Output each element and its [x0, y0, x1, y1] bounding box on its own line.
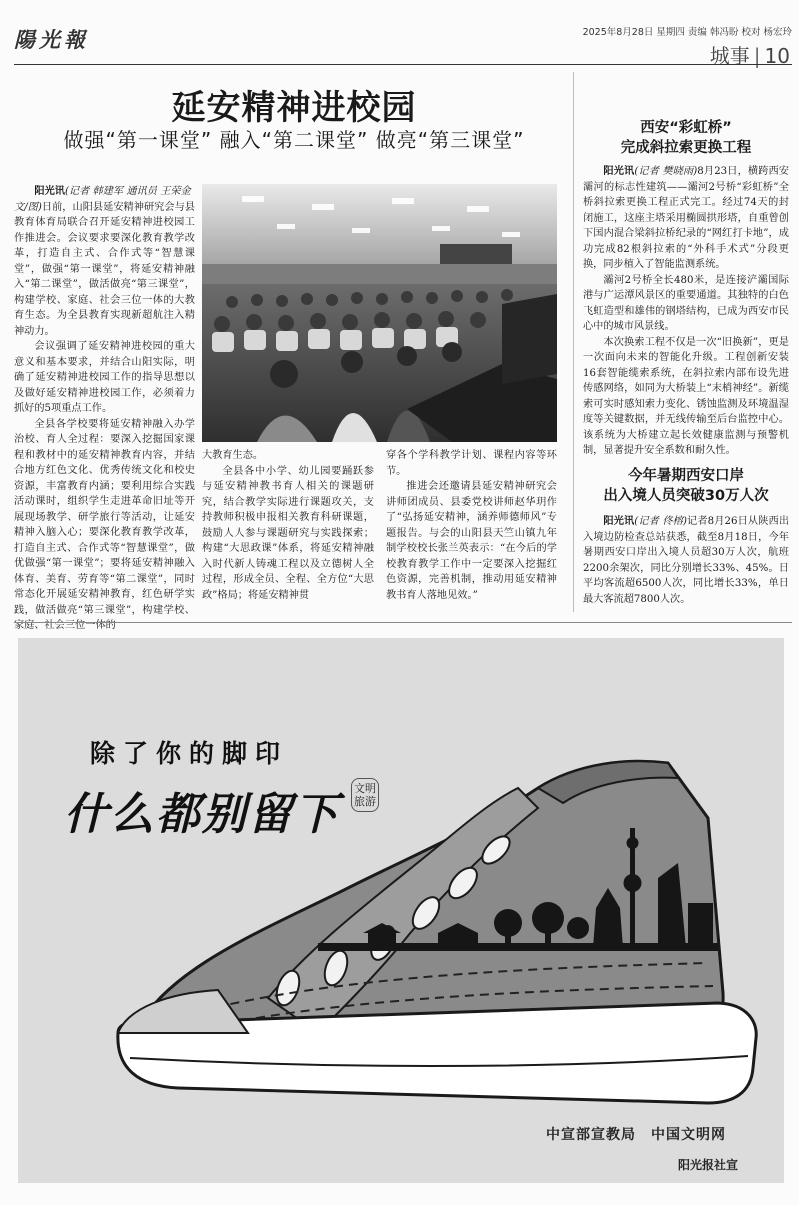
section-name: 城事: [709, 44, 750, 68]
lead-column-2: [202, 448, 374, 603]
bridge-title-line2: 完成斜拉索更换工程: [620, 140, 752, 156]
meeting-photo: [202, 184, 557, 442]
bridge-story-body: [583, 164, 789, 459]
poster-credit-publisher: 阳光报社宣: [678, 1158, 739, 1172]
lead-subheadline: 做强“第一课堂” 融入“第二课堂” 做亮“第三课堂”: [63, 128, 525, 152]
poster-slogan-line1: 除了你的脚印: [90, 739, 289, 768]
lead-headline: 延安精神进校园: [171, 88, 417, 128]
lead-column-3: [386, 448, 557, 603]
lead-p1: 日前，山阳县延安精神研究会与县教育体育局联合召开延安精神进校园工作推进会。会议要求要深化教育教学改革，打造自主式、合作式等“智慧课堂”，做强“第一课堂”，将延安精神融入“第二课堂”，做活做亮“第三课堂”，构建学校、家庭、社会三位一体的大教育生态。为全县教育实现新超航注入精神动力。: [14, 201, 195, 337]
meeting-illustration: [202, 184, 557, 442]
port-headline: [583, 466, 789, 506]
masthead-rule: [14, 64, 792, 65]
lead-paragraph: [14, 184, 195, 339]
lead-p3: 全县各学校要将延安精神融入办学治校、育人全过程：要深入挖掘国家课程和教材中的延安精神教育内容，并结合地方红色文化、优秀传统文化和校史资源，丰富教育内涵；要利用综合实践活动课时，组织学生走进革命旧址等开展现场教学、研学旅行等活动，让延安精神入脑入心；要深化教育教学改革，打造自主式、合作式等“智慧课堂”，做优做强“第一课堂”；要将延安精神融入体育、美育、劳育等“第二课堂”，同时常态化开展延安精神教育，红色研学实践，做活做亮“第三课堂”，构建学校、家庭、社会三位一体的: [14, 418, 195, 631]
port-title-line2: 出入境人员突破30万人次: [603, 488, 769, 504]
byline-photo: 文/图): [14, 201, 42, 213]
lead-column-1: [14, 184, 195, 634]
lead-col2-tail: 大教育生态。: [202, 450, 264, 461]
lead-p2: 会议强调了延安精神进校园的重大意义和基本要求，并结合山阳实际，明确了延安精神进校园工作的指导思想以及做好延安精神进校园工作，必须着力抓好的5项重点工作。: [14, 341, 195, 414]
civility-poster: [18, 638, 784, 1183]
port-byline-reporter: (记者 佟榕): [634, 516, 687, 527]
bridge-byline-reporter: (记者 樊晓雨): [634, 166, 698, 177]
port-title-line1: 今年暑期西安口岸: [628, 468, 744, 484]
page-number: 10: [764, 44, 790, 68]
port-byline-label: 阳光讯: [603, 515, 635, 527]
bridge-p3: 本次换索工程不仅是一次“旧换新”，更是一次面向未来的智能化升级。工程创新安装16套智能缆索系统，在斜拉索内部布设先进传感网络，如同为大桥装上“末梢神经”。新缆索可实时感知索力变化、锈蚀监测及环境温湿度等关键数据，并无线传输至后台监控中心。该系统为大桥建立起长效健康监测与预警机制，显著提升安全系数和耐久性。: [583, 336, 789, 456]
port-p1: [583, 514, 789, 607]
bridge-title-line1: 西安“彩虹桥”: [640, 120, 732, 136]
port-p1-text: 记者8月26日从陕西出入境边防检查总站获悉，截至8月18日，今年暑期西安口岸出入境人员超30万人次，航班2200余架次，同比分别增长33%、45%。日平均客流超6500人次，同比增长33%，单日最大客流超7800人次。: [583, 516, 790, 605]
civility-seal: 文明旅游: [351, 778, 379, 812]
lead-col3-cont: 穿各个学科教学计划、课程内容等环节。: [386, 450, 557, 477]
bridge-headline: [583, 118, 789, 158]
section-separator: |: [753, 44, 761, 68]
port-story-body: [583, 514, 789, 607]
lead-col3-p2: 推进会还邀请县延安精神研究会讲师团成员、县委党校讲师赵华玥作了“弘扬延安精神，涵养师德师风”专题报告。与会的山阳县天竺山镇九年制学校校长张兰英表示：“在今后的学校教育教学工作中一定要深入挖掘红色资源，完善机制，推动用延安精神教书育人落地见效。”: [386, 481, 557, 601]
poster-slogan-line2: 什么都别留下: [64, 789, 340, 840]
bridge-p1-text: 8月23日，横跨西安灞河的标志性建筑——灞河2号桥“彩虹桥”全桥斜拉索更换工程正式完工。经过74天的封闭施工，这座主塔采用椭圆拱形塔，自重曾创下国内混合梁斜拉桥纪录的“网红打卡地”，成功完成82根斜拉索的“外科手术式”分段更换，同步植入了智能监测系统。: [583, 166, 789, 270]
sneaker-illustration: [18, 638, 784, 1183]
bridge-p1: [583, 164, 789, 273]
byline-label: 阳光讯: [34, 185, 65, 197]
column-divider: [573, 72, 574, 612]
issue-info: 2025年8月28日 星期四 责编 韩冯盼 校对 杨宏玲: [582, 27, 792, 38]
poster-credit-sponsors: 中宣部宣教局 中国文明网: [546, 1127, 726, 1143]
byline-reporters: (记者 韩建军 通讯员 王荣金: [64, 186, 191, 197]
lead-col2-p2: 全县各中小学、幼儿园要踊跃参与延安精神教书育人相关的课题研究，结合教学实际进行课题攻关，支持教师积极申报相关教育科研课题，鼓励人人参与课题研究与实践探索；构建“大思政课”体系，将延安精神融入时代新人铸魂工程以及立德树人全过程，形成全员、全程、全方位“大思政”格局；将延安精神贯: [202, 465, 374, 601]
newspaper-logo: 陽光報: [14, 27, 89, 52]
poster-divider: [14, 622, 792, 623]
bridge-byline-label: 阳光讯: [603, 165, 635, 177]
bridge-p2: 灞河2号桥全长480米，是连接浐灞国际港与广运潭风景区的重要通道。其独特的白色飞虹造型和雄伟的钢塔结构，已成为西安市民心中的城市风景线。: [583, 274, 789, 332]
